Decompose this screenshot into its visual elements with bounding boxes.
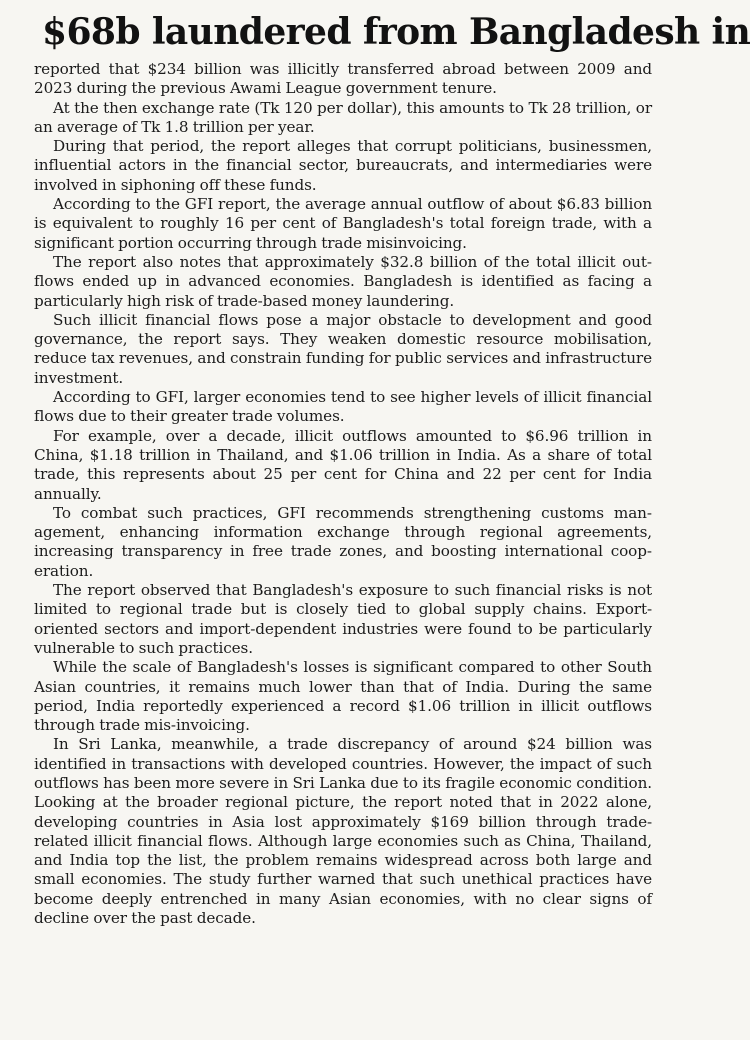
headline: $68b laundered from Bangladesh in [42, 11, 750, 53]
article-body [34, 60, 652, 928]
paragraph: reported that $234 billion was illicitly transferred abroad between 2009 and 2023 during the previous Awami League government tenure. [34, 60, 652, 98]
paragraph: In Sri Lanka, meanwhile, a trade discrepancy of around $24 billion was identified in transactions with developed countries. However, the impact of such outflows has been more severe in Sri Lanka due to its fragile economic condition. Looking at the broader regional picture, the report noted that in 2022 alone, developing countries in Asia lost approximately $169 billion through trade-related illicit financial flows. Although large economies such as China, Thailand, and India top the list, the problem remains widespread across both large and small economies. The study further warned that such unethical practices have become deeply entrenched in many Asian economies, with no clear signs of decline over the past decade. [34, 735, 652, 928]
paragraph: For example, over a decade, illicit outflows amounted to $6.96 trillion in China, $1.18 trillion in Thailand, and $1.06 trillion in India. As a share of total trade, this represents about 25 per cent for China and 22 per cent for India annually. [34, 426, 652, 503]
paragraph: Such illicit financial flows pose a major obstacle to development and good governance, the report says. They weaken domestic resource mobilisation, reduce tax revenues, and constrain funding for public services and infrastructure investment. [34, 310, 652, 387]
paragraph: While the scale of Bangladesh's losses is significant compared to other South Asian countries, it remains much lower than that of India. During the same period, India reportedly experienced a record $1.06 trillion in illicit outflows through trade mis-invoicing. [34, 658, 652, 735]
paragraph: To combat such practices, GFI recommends strengthening customs management, enhancing information exchange through regional agreements, increasing transparency in free trade zones, and boosting international cooperation. [34, 503, 652, 580]
paragraph: According to GFI, larger economies tend to see higher levels of illicit financial flows due to their greater trade volumes. [34, 388, 652, 426]
paragraph: During that period, the report alleges that corrupt politicians, businessmen, influential actors in the financial sector, bureaucrats, and intermediaries were involved in siphoning off these funds. [34, 137, 652, 194]
paragraph: The report also notes that approximately $32.8 billion of the total illicit outflows ended up in advanced economies. Bangladesh is identified as facing a particularly high risk of trade-based money laundering. [34, 252, 652, 310]
paragraph: According to the GFI report, the average annual outflow of about $6.83 billion is equivalent to roughly 16 per cent of Bangladesh's total foreign trade, with a significant portion occurring through trade misinvoicing. [34, 195, 652, 252]
paragraph: The report observed that Bangladesh's exposure to such financial risks is not limited to regional trade but is closely tied to global supply chains. Export-oriented sectors and import-dependent industries were found to be particularly vulnerable to such practices. [34, 581, 652, 657]
paragraph: At the then exchange rate (Tk 120 per dollar), this amounts to Tk 28 trillion, or an average of Tk 1.8 trillion per year. [34, 98, 652, 136]
